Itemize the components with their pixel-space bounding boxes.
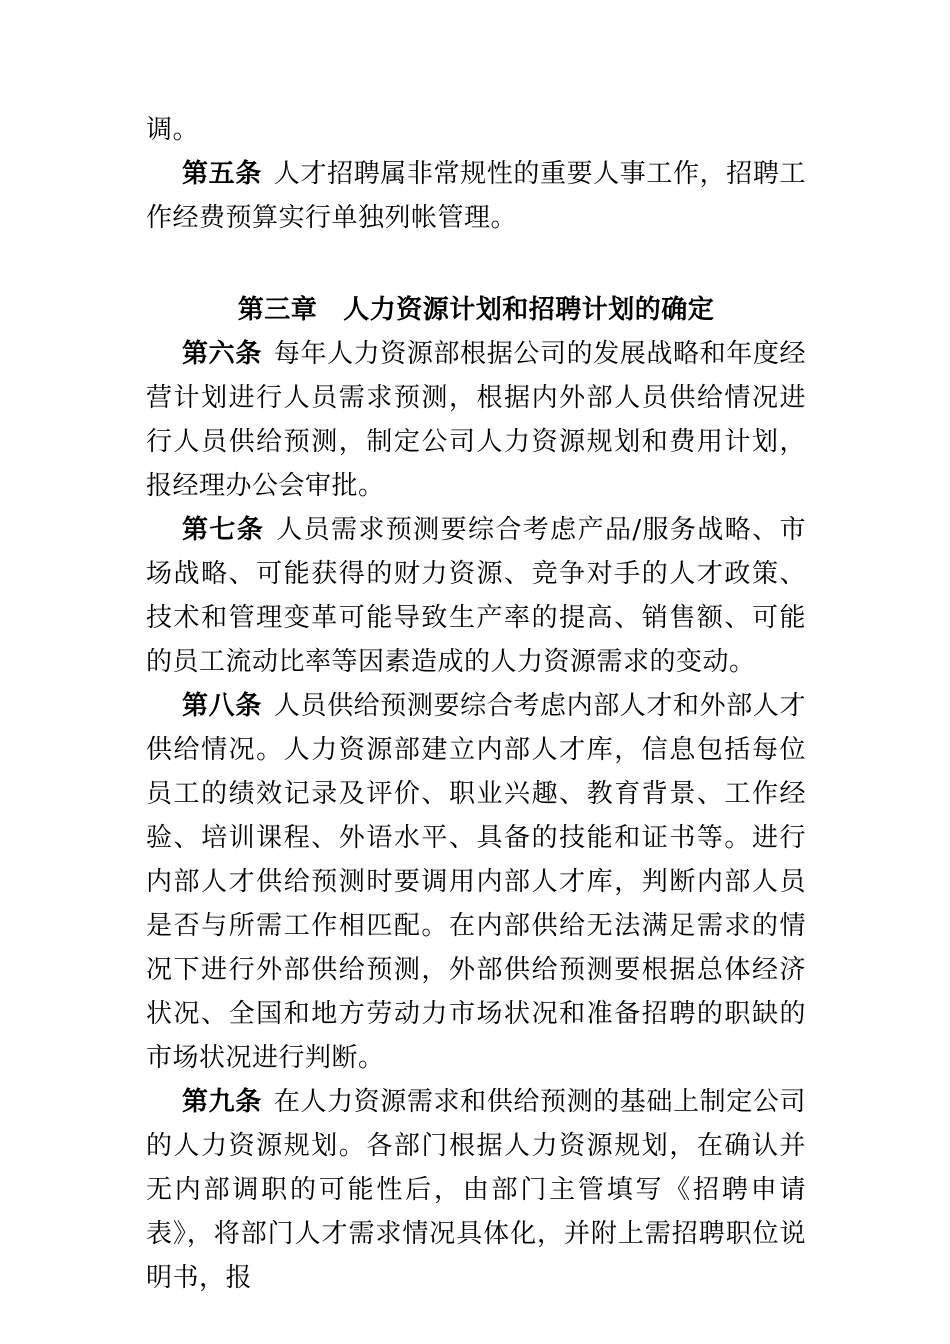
article-8	[146, 684, 806, 1080]
article-text: 在人力资源需求和供给预测的基础上制定公司的人力资源规划。各部门根据人力资源规划，在确认并无内部调职的可能性后，由部门主管填写《招聘申请表》，将部门人才需求情况具体化，并附上需招聘职位说明书，报	[146, 1087, 806, 1293]
article-label: 第七条	[182, 515, 265, 545]
article-text: 人员供给预测要综合考虑内部人才和外部人才供给情况。人力资源部建立内部人才库，信息包括每位员工的绩效记录及评价、职业兴趣、教育背景、工作经验、培训课程、外语水平、具备的技能和证书等。进行内部人才供给预测时要调用内部人才库，判断内部人员是否与所需工作相匹配。在内部供给无法满足需求的情况下进行外部供给预测，外部供给预测要根据总体经济状况、全国和地方劳动力市场状况和准备招聘的职缺的市场状况进行判断。	[146, 691, 806, 1073]
document-page	[146, 108, 806, 1300]
article-label: 第五条	[182, 159, 262, 189]
article-text: 人员需求预测要综合考虑产品/服务战略、市场战略、可能获得的财力资源、竞争对手的人才政策、技术和管理变革可能导致生产率的提高、销售额、可能的员工流动比率等因素造成的人力资源需求的变动。	[146, 515, 806, 677]
article-text: 人才招聘属非常规性的重要人事工作，招聘工作经费预算实行单独列帐管理。	[146, 159, 806, 233]
continued-paragraph: 调。	[146, 115, 200, 145]
chapter-heading	[146, 288, 806, 332]
article-9	[146, 1080, 806, 1300]
article-label: 第九条	[182, 1087, 262, 1117]
article-label: 第八条	[182, 691, 262, 721]
article-text: 每年人力资源部根据公司的发展战略和年度经营计划进行人员需求预测，根据内外部人员供给情况进行人员供给预测，制定公司人力资源规划和费用计划，报经理办公会审批。	[146, 339, 806, 501]
article-5	[146, 152, 806, 240]
section-gap	[146, 240, 806, 288]
article-7	[146, 508, 806, 684]
article-6	[146, 332, 806, 508]
article-label: 第六条	[182, 339, 262, 369]
chapter-title: 人力资源计划和招聘计划的确定	[343, 295, 715, 325]
chapter-number: 第三章	[237, 295, 318, 325]
